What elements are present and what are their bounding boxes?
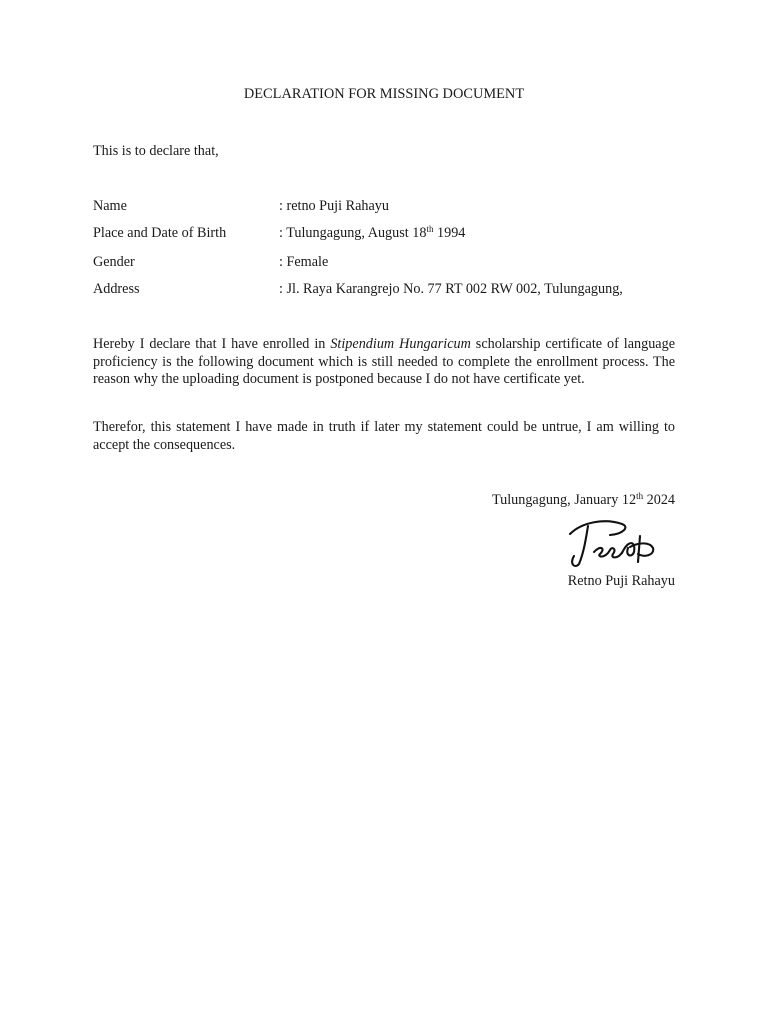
place-date (492, 492, 675, 509)
field-label-name: Name (93, 198, 127, 214)
birth-value-year: 1994 (433, 225, 466, 241)
signer-name: Retno Puji Rahayu (567, 573, 675, 589)
field-row-gender (93, 254, 683, 274)
field-row-address (93, 281, 683, 301)
intro-text: This is to declare that, (93, 143, 219, 159)
place-date-main: Tulungagung, January 12 (491, 492, 637, 508)
field-value-birth (279, 225, 465, 242)
field-label-gender: Gender (93, 254, 135, 270)
field-value-name: : retno Puji Rahayu (279, 198, 389, 214)
field-value-address: : Jl. Raya Karangrejo No. 77 RT 002 RW 002, Tulungagung, (279, 281, 623, 297)
handwritten-signature (560, 512, 660, 572)
place-date-suffix: th (636, 491, 644, 501)
field-row-birth (93, 225, 683, 245)
declaration-text-end: scholarship certificate of language proficiency is the following document which is still needed to complete the enrollment process. The reason why the uploading document is postponed because I do not have certificate yet. (93, 336, 675, 387)
field-value-gender: : Female (279, 254, 329, 270)
declaration-paragraph (93, 336, 675, 389)
birth-value-main: : Tulungagung, August 18 (279, 225, 427, 241)
scholarship-name: Stipendium Hungaricum (330, 336, 471, 352)
document-title: DECLARATION FOR MISSING DOCUMENT (243, 86, 525, 102)
field-label-birth: Place and Date of Birth (93, 225, 227, 241)
field-row-name (93, 198, 683, 218)
statement-paragraph: Therefor, this statement I have made in truth if later my statement could be untrue, I am willing to accept the consequences. (93, 419, 675, 453)
field-label-address: Address (93, 281, 140, 297)
declaration-text-start: Hereby I declare that I have enrolled in (93, 336, 331, 352)
place-date-year: 2024 (643, 492, 675, 508)
birth-value-suffix: th (426, 224, 434, 234)
